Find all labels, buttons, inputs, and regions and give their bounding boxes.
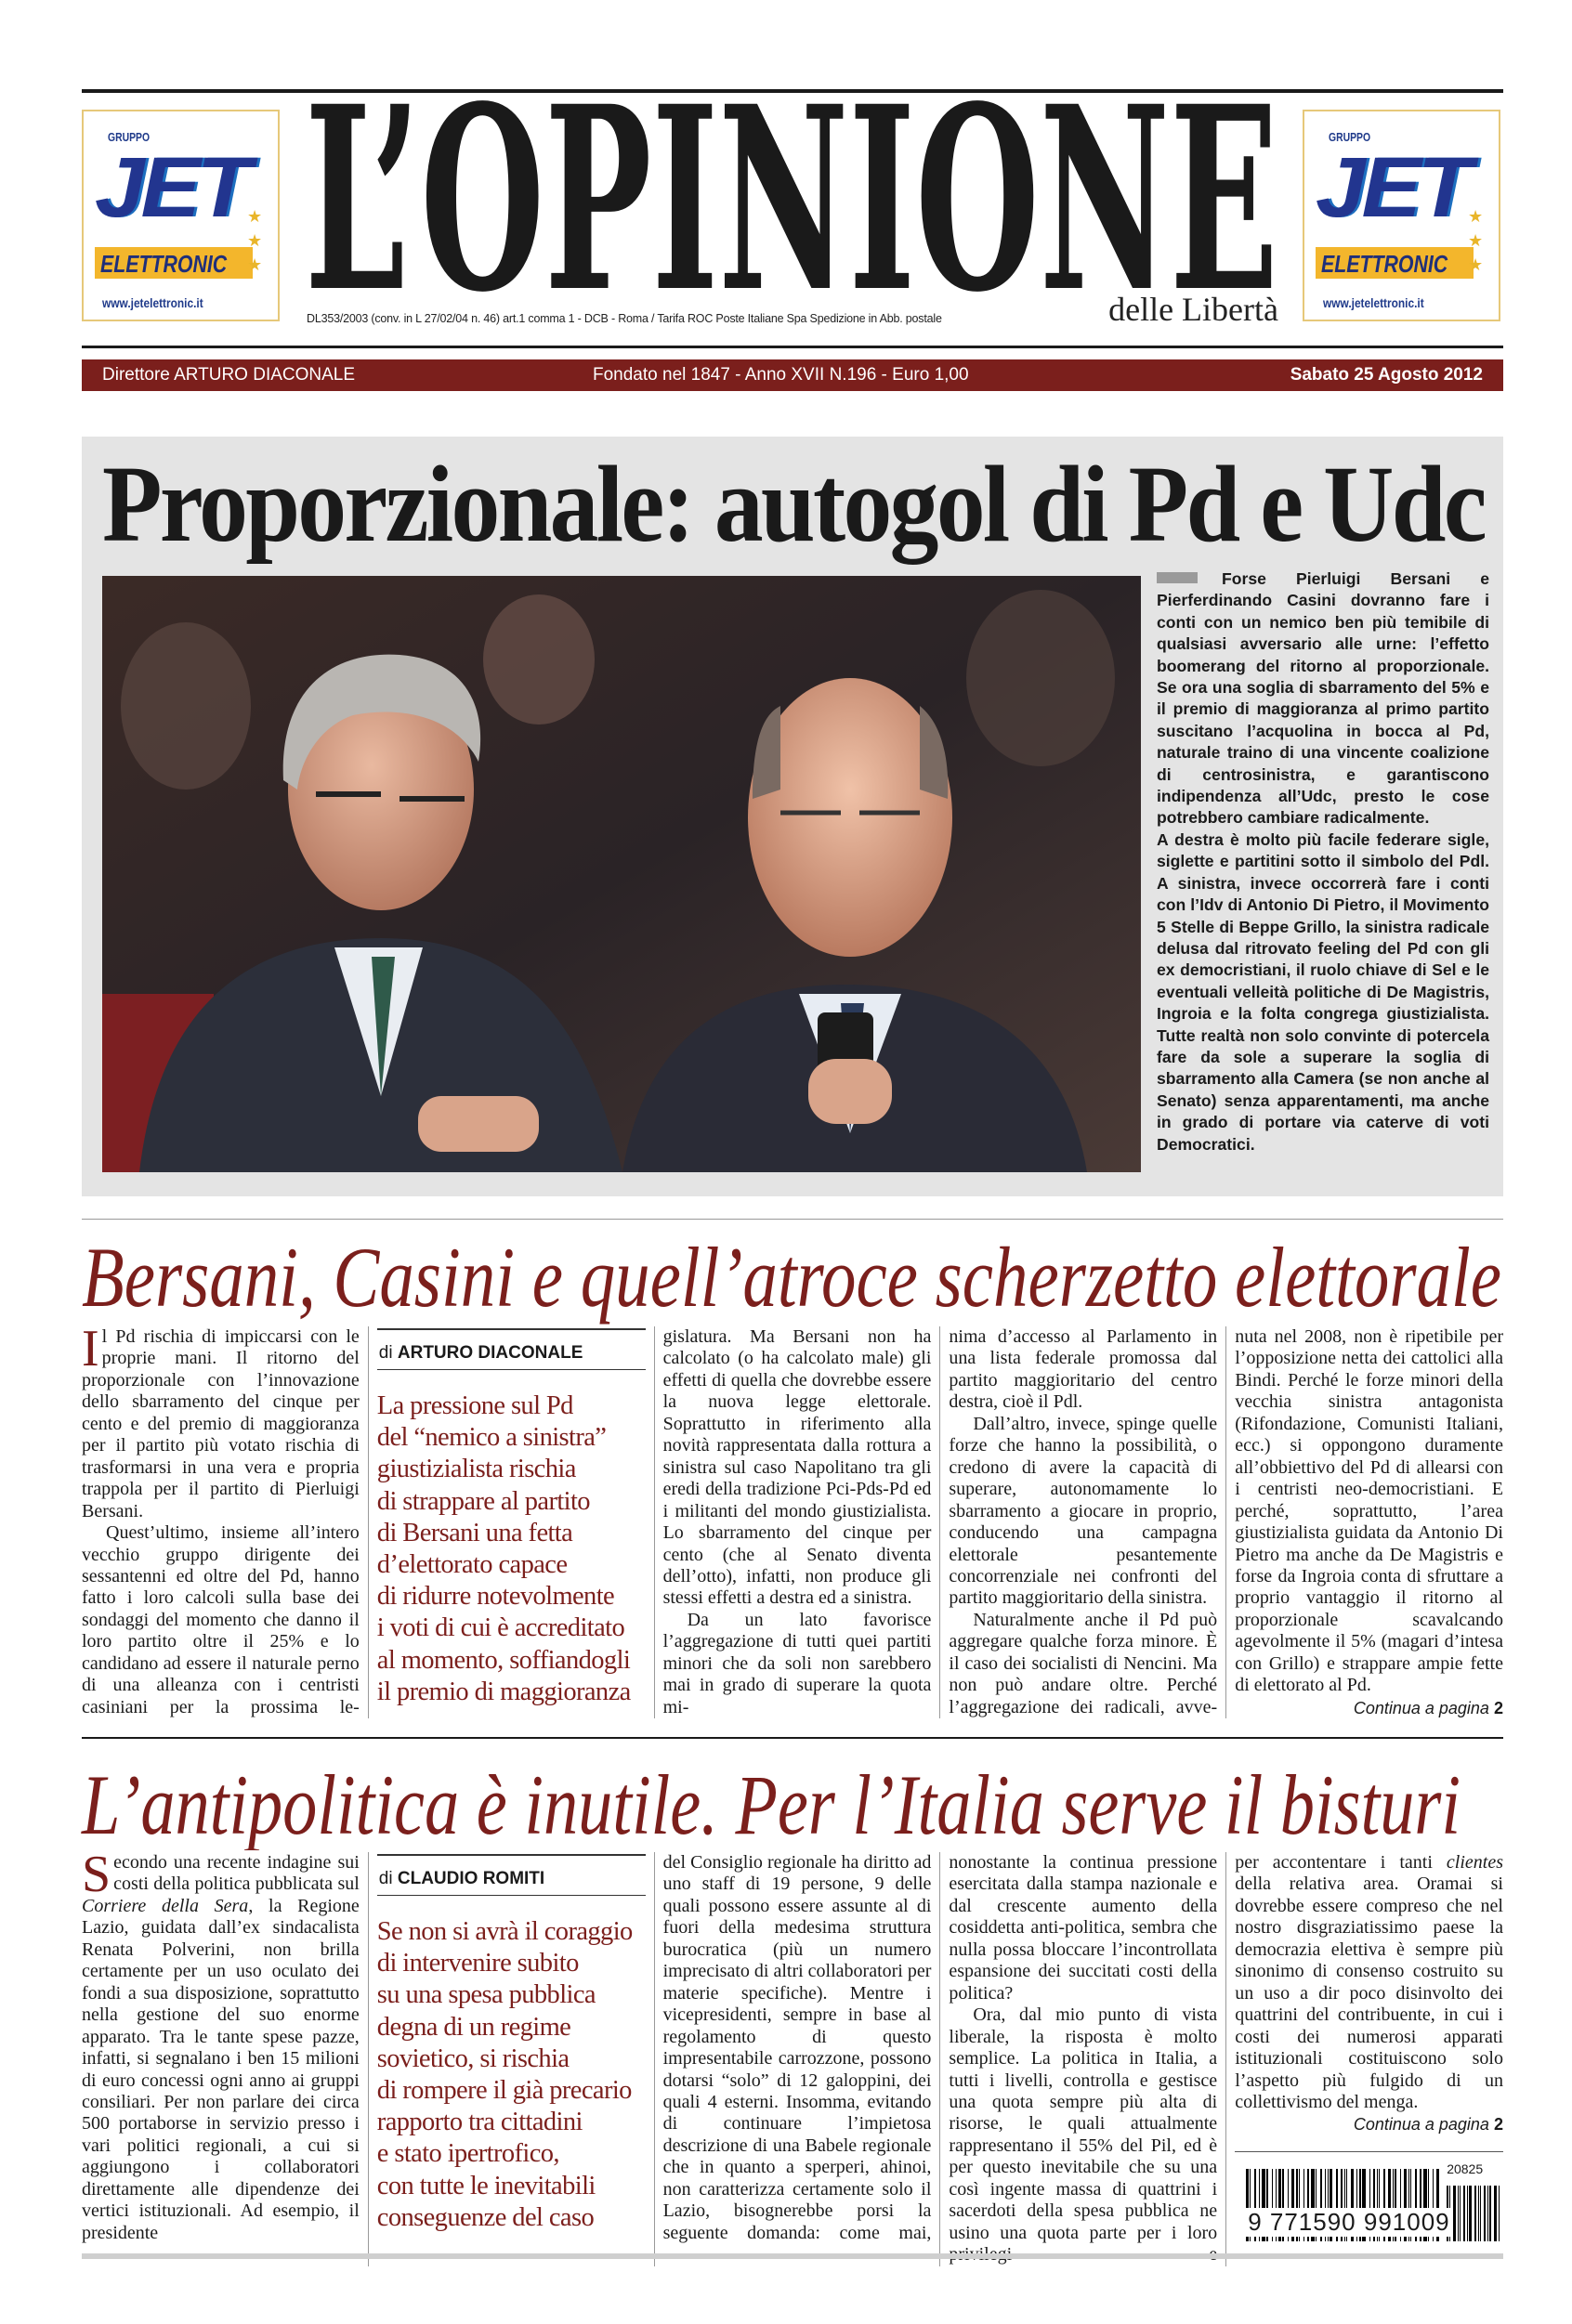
lead-summary	[1157, 568, 1489, 1155]
info-bar	[82, 359, 1503, 391]
pull-quote-line: di rompere il già precario	[376, 2076, 632, 2106]
text-column	[82, 1846, 360, 2266]
barcode-bar	[1453, 2186, 1456, 2241]
logo-group-text: GRUPPO	[1329, 130, 1371, 144]
barcode-bar	[1499, 2186, 1500, 2241]
byline-column	[368, 1326, 646, 1718]
byline-prefix: di	[378, 1869, 393, 1888]
paragraph-text: nonostante la continua pressione esercitata dalla stampa nazionale e dal crescente aumento della cosiddetta anti-politica, sembra che nulla possa bloccare l’incontrollata espansione dei succitati costi della politica?	[949, 1852, 1218, 2004]
pull-quote-line: Se non si avrà il coraggio	[376, 1917, 633, 1946]
text-column	[939, 1852, 1217, 2266]
author-name[interactable]: CLAUDIO ROMITI	[397, 1869, 545, 1888]
paragraph	[82, 1522, 360, 1718]
masthead-title	[299, 97, 1288, 294]
pull-quote-line: al momento, soffiandogli	[376, 1645, 631, 1675]
barcode-addon: 20825	[1447, 2161, 1484, 2177]
pull-quote-line: di Bersani una fetta	[376, 1518, 573, 1547]
pull-quote	[377, 1916, 646, 2234]
drop-cap: I	[82, 1320, 99, 1377]
continued-link[interactable]	[1235, 2115, 1503, 2135]
text-column	[654, 1852, 932, 2266]
paragraph-text: l Pd rischia di impiccarsi con le proprie mani. Il ritorno del proporzionale con l’innovazione dello sbarramento del cinque per cento e del premio di maggioranza per il partito più votato rischia di trasformarsi in una vera e propria trappola per il partito di Pierluigi Bersani.	[82, 1326, 360, 1521]
pull-quote-line: di intervenire subito	[376, 1949, 579, 1978]
pull-quote-line: i voti di cui è accreditato	[376, 1613, 625, 1643]
pull-quote-line: sovietico, si rischia	[376, 2043, 570, 2073]
barcode-bar	[1467, 2186, 1468, 2241]
barcode	[1235, 2151, 1503, 2262]
continued-text: Continua a pagina	[1353, 2115, 1489, 2135]
pull-quote-line: il premio di maggioranza	[376, 1677, 631, 1706]
article-1-headline-text[interactable]: Bersani, Casini e quell’atroce scherzetto elettorale	[82, 1230, 1501, 1325]
drop-cap: S	[82, 1846, 111, 1903]
article-2-body	[82, 1846, 1503, 2266]
lead-photo[interactable]	[102, 576, 1141, 1172]
star-icon: ★ ★ ★	[1468, 207, 1484, 274]
pull-quote-line: d’elettorato capace	[376, 1550, 568, 1580]
barcode-bar	[1489, 2186, 1491, 2241]
paragraph-text: Quest’ultimo, insieme all’intero vecchio gruppo dirigente dei sessantenni ed oltre del Pd, hanno fatto i loro calcoli sulla base dei sondaggi del momento che danno il loro partito oltre il 25% e lo candidano ad essere il naturale perno di una alleanza con i centristi casiniani per la prossima le-	[82, 1522, 360, 1717]
article-2-headline[interactable]	[78, 1748, 1509, 1850]
paragraph	[82, 1846, 360, 2244]
pull-quote-line: di strappare al partito	[376, 1486, 590, 1516]
text-column	[1225, 1852, 1503, 2266]
byline-prefix: di	[378, 1343, 393, 1363]
paragraph-text: per accontentare i tanti	[1235, 1852, 1447, 1873]
continued-link[interactable]	[1235, 1699, 1503, 1718]
lead-paragraph-text: Forse Pierluigi Bersani e Pierferdinando Casini dovranno fare i conti con un nemico ben più temibile di qualsiasi avversario alle urne: l’effetto boomerang del ritorno al proporzionale. Se ora una soglia di sbarramento del 5% e il premio di maggioranza al primo partito suscitano l’acquolina in bocca al Pd, naturale traino di una vincente coalizione di centrosinistra, e garantiscono indipendenza all’Udc, presto le cose potrebbero cambiare radicalmente.	[1157, 569, 1489, 828]
logo-tagline: ELETTRONIC	[100, 250, 228, 278]
barcode-bar	[1494, 2186, 1497, 2241]
masthead-rule	[82, 346, 1503, 348]
paragraph	[949, 1852, 1217, 2004]
ad-logo-right[interactable]	[1303, 110, 1500, 321]
continued-page: 2	[1493, 2115, 1503, 2135]
logo-group-text: GRUPPO	[108, 130, 151, 144]
barcode-bar	[1460, 2186, 1461, 2241]
logo-brand-text: JET	[1316, 140, 1469, 235]
lead-headline[interactable]	[93, 444, 1496, 565]
pull-quote-line: La pressione sul Pd	[376, 1391, 573, 1420]
byline	[377, 1854, 646, 1896]
paragraph-text: gislatura. Ma Bersani non ha calcolato (o ha calcolato male) gli effetti di quella che dovrebbe essere la nuova legge elettorale. Soprattutto in riferimento alla novità rappresentata dalla rottura a sinistra sul caso Napolitano tra gli eredi della tradizione Pci-Pds-Pd ed i militanti del mondo giustizialista. Lo sbarramento del cinque per cento (che al Senato diventa dell’otto), infatti, non produce gli stessi effetti a destra ed a sinistra.	[662, 1326, 932, 1609]
pull-quote-line: del “nemico a sinistra”	[376, 1423, 607, 1453]
lead-paragraph: A destra è molto più facile federare sigle, siglette e partitini sotto il simbolo del Pdl. A sinistra, invece occorrerà fare i conti con l’Idv di Antonio Di Pietro, il Movimento 5 Stelle di Beppe Grillo, la sinistra radicale delusa dal ritrovato feeling del Pd con gli ex democristiani, il ruolo chiave di Sel e le eventuali velleità politiche di De Magistris, Ingroia e la folta congrega giustizialista. Tutte realtà non solo convinte di potercela fare da sole a superare la soglia di sbarramento alla Camera (se non anche al Senato) senza apparentamenti, ma anche in grado di portare via caterve di voti Democratici.	[1157, 829, 1489, 1154]
continued-page: 2	[1493, 1698, 1503, 1717]
article-2-headline-text[interactable]: L’antipolitica è inutile. Per l’Italia serve il bisturi	[80, 1757, 1461, 1850]
italic-text: clientes	[1446, 1852, 1503, 1873]
barcode-bar	[1478, 2186, 1479, 2241]
text-column	[1225, 1326, 1503, 1718]
paragraph-text: Da un lato favorisce l’aggregazione di tutti quei partiti minori che da soli non sarebbero mai in grado di superare la quota mi-	[662, 1609, 932, 1717]
continued-text: Continua a pagina	[1353, 1698, 1489, 1717]
pull-quote	[377, 1390, 646, 1708]
pull-quote-line: degna di un regime	[376, 2012, 571, 2042]
lead-headline-text[interactable]: Proporzionale: autogol di Pd e Udc	[102, 444, 1486, 565]
paragraph	[1235, 1326, 1503, 1697]
pull-quote-line: su una spesa pubblica	[376, 1980, 596, 2010]
pull-quote-line: e stato ipertrofico,	[376, 2139, 559, 2169]
star-icon: ★ ★ ★	[247, 207, 263, 274]
barcode-bar	[1484, 2186, 1486, 2241]
issue-text: Fondato nel 1847 - Anno XVII N.196 - Euro 1,00	[593, 365, 969, 385]
pull-quote-line: giustizialista rischia	[376, 1455, 576, 1484]
text-column	[939, 1326, 1217, 1718]
text-column	[82, 1320, 360, 1718]
barcode-bar	[1480, 2186, 1481, 2241]
lead-marker	[1157, 572, 1198, 583]
paragraph	[949, 1610, 1217, 1718]
paragraph-text: Dall’altro, invece, spinge quelle forze che hanno la possibilità, o credono di avere la capacità di superare, autonomamente lo sbarramento a giocare in proprio, conducendo una campagna elettorale pesantemente concorrenziale nei confronti del partito maggioritario della sinistra.	[949, 1413, 1218, 1609]
paragraph	[663, 1326, 932, 1610]
author-name[interactable]: ARTURO DIACONALE	[397, 1343, 583, 1363]
bottom-rule	[82, 2253, 1503, 2259]
paragraph-text: nima d’accesso al Parlamento in una lista federale promossa dal partito maggioritario del centro destra, cioè il Pdl.	[949, 1326, 1218, 1413]
paragraph-text: Naturalmente anche il Pd può aggregare qualche forza minore. È il caso dei socialisti di Nencini. Ma non può andare oltre. Perché l’aggregazione dei radicali, avve-	[949, 1609, 1218, 1717]
article-1-body	[82, 1320, 1503, 1718]
director-text: Direttore ARTURO DIACONALE	[102, 365, 356, 385]
barcode-bar	[1474, 2186, 1476, 2241]
paragraph-text: , la Regione Lazio, guidata dall’ex sindacalista Renata Polverini, non brilla certamente per un uso oculato dei fondi a sua disposizione, soprattutto nella gestione del suo enorme apparato. Tra le tante spese pazze, infatti, si segnalano i ben 15 milioni di euro concessi ogni anno ai gruppi consiliari. Per non parlare dei circa 500 portaborse in servizio presso i vari politici regionali, a cui si aggiungono i collaboratori direttamente alle dipendenze dei vertici istituzionali. Ad esempio, il presidente	[82, 1895, 360, 2243]
masthead-subtitle: delle Libertà	[1108, 291, 1278, 328]
section-rule	[82, 1219, 1503, 1220]
pull-quote-line: conseguenze del caso	[376, 2202, 595, 2232]
paragraph	[949, 2004, 1217, 2265]
paragraph-text: econdo una recente indagine sui costi della politica pubblicata sul	[113, 1852, 360, 1895]
paragraph	[949, 1326, 1217, 1414]
ad-logo-left[interactable]	[82, 110, 280, 321]
lead-paragraph	[1157, 568, 1489, 829]
section-rule	[82, 1737, 1503, 1739]
pull-quote-line: con tutte le inevitabili	[376, 2171, 596, 2200]
byline	[377, 1328, 646, 1370]
barcode-bar	[1463, 2186, 1465, 2241]
top-rule	[82, 89, 1503, 93]
paragraph-text: nuta nel 2008, non è ripetibile per l’opposizione netta dei cattolici alla Bindi. Perché le forze minori della vecchia sinistra antagonista (Rifondazione, Comunisti Italiani, ecc.) si oppongono duramente all’obbiettivo del Pd di allearsi con i centristi neo-democristiani. E perché, soprattutto, l’area giustizialista guidata da Antonio Di Pietro ma anche da De Magistris e forse da Ingroia conta di sfruttare a proprio vantaggio il ritorno al proporzionale scavalcando agevolmente il 5% (magari d’intesa con Grillo) e strappare ampie fette di elettorato al Pd.	[1235, 1326, 1503, 1696]
paragraph	[949, 1414, 1217, 1610]
barcode-bar	[1469, 2186, 1472, 2241]
barcode-bar	[1487, 2186, 1488, 2241]
article-1-headline[interactable]	[78, 1228, 1509, 1330]
masthead-title-text: L’OPINIONE	[305, 97, 1278, 294]
issue-date: Sabato 25 Agosto 2012	[1290, 365, 1483, 385]
italic-text: Corriere della Sera	[82, 1895, 249, 1916]
byline-column	[368, 1852, 646, 2266]
logo-url: www.jetelettronic.it	[1323, 295, 1424, 310]
logo-brand-text: JET	[95, 140, 248, 235]
pull-quote-line: rapporto tra cittadini	[376, 2108, 583, 2137]
paragraph	[82, 1320, 360, 1522]
paragraph-text: della relativa area. Oramai si dovrebbe essere compreso che nel nostro disgraziatissimo paese la democrazia elettiva è sempre più sinonimo di consenso costruito su un uso a dir poco disinvolto dei quattrini del contribuente, in cui i costi dei numerosi apparati istituzionali costituiscono solo l’aspetto più fulgido di un collettivismo del menga.	[1235, 1874, 1503, 2112]
paragraph	[663, 1852, 932, 2244]
barcode-bar	[1458, 2186, 1459, 2241]
logo-url: www.jetelettronic.it	[102, 295, 203, 310]
legal-line: DL353/2003 (conv. in L 27/02/04 n. 46) art.1 comma 1 - DCB - Roma / Tarifa ROC Poste Italiane Spa Spedizione in Abb. postale	[307, 312, 942, 325]
paragraph-text: del Consiglio regionale ha diritto ad uno staff di 19 persone, 9 delle quali possono essere assunte al di fuori della medesima struttura burocratica (più un numero imprecisato di altri collaboratori per materie specifiche). Mentre i vicepresidenti, sempre in base al regolamento di questo impresentabile carrozzone, possono dotarsi “solo” di 12 galoppini, dei quali 4 esterni. Insomma, evitando di continuare l’impietosa descrizione di una Babele regionale che in quanto a sperperi, ahinoi, non caratterizza certamente solo il Lazio, bisognerebbe porsi la seguente domanda: come mai,	[662, 1852, 932, 2243]
barcode-number: 9 771590 991009	[1248, 2208, 1450, 2237]
pull-quote-line: di ridurre notevolmente	[376, 1582, 615, 1612]
paragraph-text: Ora, dal mio punto di vista liberale, la risposta è molto semplice. La politica in Italia, a tutti i livelli, controlla e gestisce una quota sempre più alta di risorse, le quali attualmente rappresentano il 55% del Pil, ed è per questo inevitabile che su una così ingente massa di quattrini i sacerdoti della spesa pubblica ne usino una quota parte per i loro	[949, 2004, 1218, 2243]
text-column	[654, 1326, 932, 1718]
paragraph	[663, 1610, 932, 1718]
logo-tagline: ELETTRONIC	[1321, 250, 1448, 278]
barcode-addon-bars	[1447, 2186, 1500, 2241]
paragraph	[1235, 1852, 1503, 2113]
